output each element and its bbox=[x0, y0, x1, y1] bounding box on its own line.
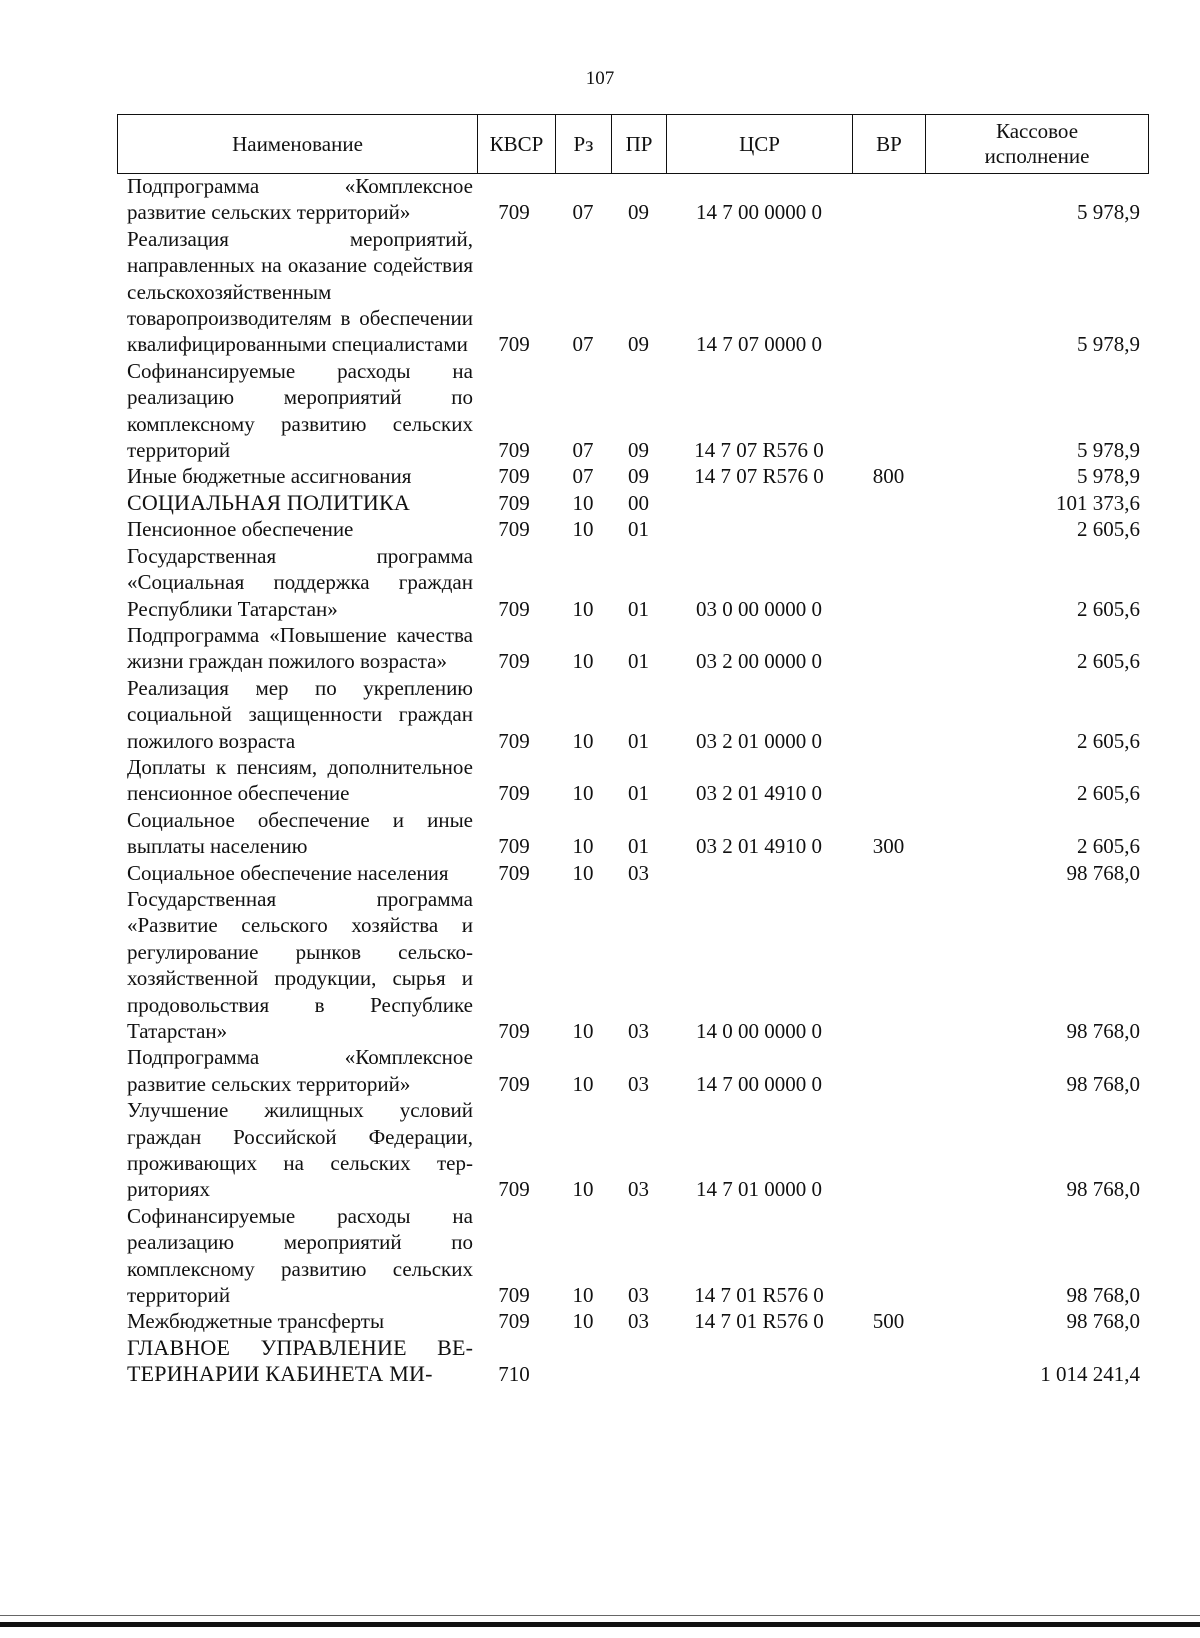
cell-sum: 98 768,0 bbox=[1066, 1177, 1140, 1202]
table-row bbox=[117, 516, 1148, 542]
cell-pr: 03 bbox=[628, 1019, 649, 1043]
cell-pr: 03 bbox=[628, 1177, 649, 1202]
cell-name: Межбюджетные трансферты bbox=[127, 1309, 385, 1334]
cell-rz: 07 bbox=[572, 200, 594, 225]
cell-pr: 03 bbox=[628, 860, 649, 885]
table-row bbox=[117, 754, 1148, 807]
cell-rz: 10 bbox=[572, 860, 594, 885]
cell-csr: 14 7 07 R576 0 bbox=[694, 464, 824, 489]
cell-sum: 2 605,6 bbox=[1077, 649, 1140, 674]
table-row bbox=[117, 860, 1148, 886]
table-row bbox=[117, 543, 1148, 622]
cell-sum: 2 605,6 bbox=[1077, 834, 1140, 859]
cell-vr: 500 bbox=[872, 1309, 905, 1334]
cell-kvsr: 710 bbox=[498, 1362, 530, 1387]
cell-pr: 01 bbox=[628, 649, 649, 674]
cell-kvsr: 709 bbox=[498, 1283, 530, 1308]
cell-kvsr: 709 bbox=[498, 1177, 530, 1202]
cell-csr: 03 2 00 0000 0 bbox=[696, 649, 822, 674]
cell-sum: 2 605,6 bbox=[1077, 517, 1140, 542]
table-row bbox=[117, 490, 1148, 516]
cell-sum: 98 768,0 bbox=[1066, 860, 1140, 885]
cell-sum: 98 768,0 bbox=[1066, 1019, 1140, 1043]
cell-csr: 14 7 01 R576 0 bbox=[694, 1309, 824, 1334]
cell-rz: 10 bbox=[572, 649, 594, 674]
cell-name: Софинансируемые расходы на реализацию мероприятий по комплексному развитию сельских территорий bbox=[127, 1203, 473, 1308]
cell-kvsr: 709 bbox=[498, 1071, 530, 1096]
cell-kvsr: 709 bbox=[498, 517, 530, 542]
cell-sum: 101 373,6 bbox=[1056, 490, 1140, 515]
header-vr: ВР bbox=[853, 115, 926, 174]
cell-vr: 300 bbox=[872, 834, 905, 859]
cell-name: Реализация мероприятий, направленных на оказание содействия сельскохозяйственным товаропроизводителям в обеспечении квалифицированными специалистами bbox=[127, 226, 473, 357]
table-row bbox=[117, 1335, 1148, 1388]
bottom-border-line bbox=[0, 1622, 1200, 1627]
header-sum: Кассовое исполнение bbox=[926, 115, 1149, 174]
cell-rz: 07 bbox=[572, 332, 594, 357]
cell-rz: 10 bbox=[572, 490, 594, 515]
header-name: Наименование bbox=[118, 115, 478, 174]
cell-name: Государственная программа «Развитие сельского хозяйства и регулирование рынков сельскохозяйственной продукции, сырья и продовольствия в Республике Татарстан» bbox=[127, 886, 473, 1043]
cell-kvsr: 709 bbox=[498, 1019, 530, 1043]
cell-sum: 2 605,6 bbox=[1077, 596, 1140, 621]
cell-sum: 1 014 241,4 bbox=[1040, 1362, 1140, 1387]
cell-csr: 14 7 00 0000 0 bbox=[696, 1071, 822, 1096]
table-row bbox=[117, 1044, 1148, 1097]
cell-pr: 01 bbox=[628, 517, 649, 542]
cell-kvsr: 709 bbox=[498, 490, 530, 515]
cell-csr: 14 7 01 R576 0 bbox=[694, 1283, 824, 1308]
cell-name: Государственная программа «Социальная поддержка граждан Республики Татарстан» bbox=[127, 543, 473, 621]
cell-kvsr: 709 bbox=[498, 438, 530, 463]
cell-pr: 03 bbox=[628, 1309, 649, 1334]
cell-name: Доплаты к пенсиям, дополнительное пенсионное обеспечение bbox=[127, 754, 473, 806]
cell-pr: 01 bbox=[628, 596, 649, 621]
cell-name: Реализация мер по укреплению социальной защищенности граждан пожилого возраста bbox=[127, 675, 473, 753]
cell-kvsr: 709 bbox=[498, 1309, 530, 1334]
cell-csr: 14 7 00 0000 0 bbox=[696, 200, 822, 225]
cell-name: Иные бюджетные ассигнования bbox=[127, 464, 412, 489]
cell-pr: 03 bbox=[628, 1283, 649, 1308]
cell-pr: 01 bbox=[628, 781, 649, 806]
cell-csr: 03 2 01 0000 0 bbox=[696, 728, 822, 753]
cell-rz: 10 bbox=[572, 1309, 594, 1334]
bottom-scan-line bbox=[0, 1615, 1200, 1616]
cell-csr: 03 2 01 4910 0 bbox=[696, 781, 822, 806]
cell-name: Социальное обеспечение населения bbox=[127, 860, 449, 885]
cell-rz: 10 bbox=[572, 1071, 594, 1096]
cell-kvsr: 709 bbox=[498, 860, 530, 885]
cell-sum: 5 978,9 bbox=[1077, 200, 1140, 225]
cell-name: Пенсионное обеспечение bbox=[127, 517, 354, 542]
cell-csr: 14 0 00 0000 0 bbox=[696, 1019, 822, 1043]
cell-pr: 09 bbox=[628, 332, 649, 357]
cell-rz: 10 bbox=[572, 834, 594, 859]
table-row bbox=[117, 463, 1148, 489]
cell-csr: 14 7 07 0000 0 bbox=[696, 332, 822, 357]
table-row bbox=[117, 1097, 1148, 1203]
table-row bbox=[117, 173, 1148, 226]
cell-rz: 10 bbox=[572, 1283, 594, 1308]
cell-name: ГЛАВНОЕ УПРАВЛЕНИЕ ВЕТЕРИНАРИИ КАБИНЕТА МИ- bbox=[127, 1334, 473, 1387]
cell-sum: 98 768,0 bbox=[1066, 1309, 1140, 1334]
page-number: 107 bbox=[585, 68, 615, 89]
cell-name: Подпрограмма «Повышение качества жизни граждан пожилого возраста» bbox=[127, 622, 473, 674]
table-row bbox=[117, 675, 1148, 754]
cell-csr: 14 7 07 R576 0 bbox=[694, 438, 824, 463]
table-body bbox=[117, 173, 1148, 1388]
cell-pr: 09 bbox=[628, 200, 649, 225]
cell-sum: 2 605,6 bbox=[1077, 781, 1140, 806]
cell-vr: 800 bbox=[872, 464, 905, 489]
cell-kvsr: 709 bbox=[498, 781, 530, 806]
cell-sum: 98 768,0 bbox=[1066, 1071, 1140, 1096]
cell-pr: 03 bbox=[628, 1071, 649, 1096]
cell-sum: 2 605,6 bbox=[1077, 728, 1140, 753]
header-rz: Рз bbox=[556, 115, 612, 174]
cell-rz: 10 bbox=[572, 728, 594, 753]
cell-kvsr: 709 bbox=[498, 834, 530, 859]
header-pr: ПР bbox=[612, 115, 667, 174]
cell-name: СОЦИАЛЬНАЯ ПОЛИТИКА bbox=[127, 489, 410, 515]
table-row bbox=[117, 1203, 1148, 1309]
table-row bbox=[117, 807, 1148, 860]
cell-name: Социальное обеспечение и иные выплаты населению bbox=[127, 807, 473, 859]
cell-sum: 5 978,9 bbox=[1077, 438, 1140, 463]
cell-rz: 07 bbox=[572, 464, 594, 489]
cell-sum: 5 978,9 bbox=[1077, 464, 1140, 489]
cell-name: Софинансируемые расходы на реализацию мероприятий по комплексному развитию сельских территорий bbox=[127, 358, 473, 463]
table-row bbox=[117, 1308, 1148, 1334]
cell-name: Подпрограмма «Комплексное развитие сельских территорий» bbox=[127, 1045, 473, 1096]
cell-pr: 09 bbox=[628, 464, 649, 489]
table-row bbox=[117, 358, 1148, 464]
cell-rz: 10 bbox=[572, 781, 594, 806]
cell-kvsr: 709 bbox=[498, 464, 530, 489]
cell-rz: 07 bbox=[572, 438, 594, 463]
cell-pr: 09 bbox=[628, 438, 649, 463]
cell-csr: 03 2 01 4910 0 bbox=[696, 834, 822, 859]
cell-pr: 01 bbox=[628, 834, 649, 859]
table-row bbox=[117, 622, 1148, 675]
table-header bbox=[117, 114, 1149, 174]
cell-kvsr: 709 bbox=[498, 596, 530, 621]
cell-sum: 98 768,0 bbox=[1066, 1283, 1140, 1308]
cell-name: Улучшение жилищных условий граждан Российской Федерации, проживающих на сельских территориях bbox=[127, 1098, 473, 1202]
table-row bbox=[117, 886, 1148, 1044]
cell-rz: 10 bbox=[572, 517, 594, 542]
cell-sum: 5 978,9 bbox=[1077, 332, 1140, 357]
cell-rz: 10 bbox=[572, 1177, 594, 1202]
cell-pr: 01 bbox=[628, 728, 649, 753]
header-kvsr: КВСР bbox=[478, 115, 556, 174]
cell-kvsr: 709 bbox=[498, 200, 530, 225]
cell-kvsr: 709 bbox=[498, 332, 530, 357]
cell-rz: 10 bbox=[572, 1019, 594, 1043]
cell-csr: 03 0 00 0000 0 bbox=[696, 596, 822, 621]
cell-csr: 14 7 01 0000 0 bbox=[696, 1177, 822, 1202]
cell-rz: 10 bbox=[572, 596, 594, 621]
cell-name: Подпрограмма «Комплексное развитие сельских территорий» bbox=[127, 174, 473, 225]
cell-kvsr: 709 bbox=[498, 649, 530, 674]
cell-kvsr: 709 bbox=[498, 728, 530, 753]
header-csr: ЦСР bbox=[667, 115, 853, 174]
table-row bbox=[117, 226, 1148, 358]
cell-pr: 00 bbox=[628, 490, 649, 515]
